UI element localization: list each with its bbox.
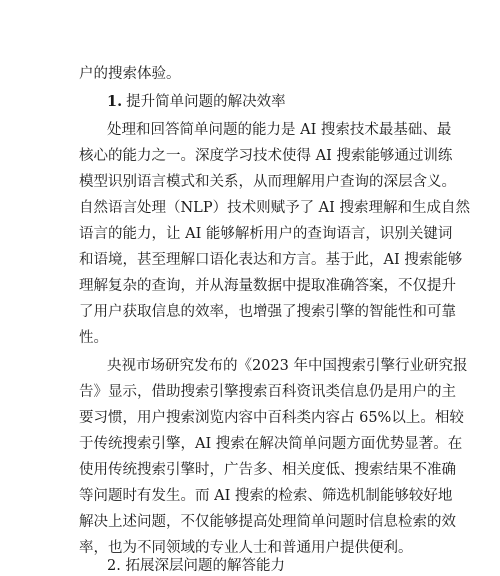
- section-heading-number: 1.: [107, 93, 123, 110]
- paragraph-2-line: 央视市场研究发布的《2023 年中国搜索引擎行业研究报: [107, 358, 468, 374]
- section-heading-title: 提升简单问题的解决效率: [126, 94, 286, 110]
- paragraph-1-line: 性。: [79, 330, 108, 346]
- paragraph-2-line: 于传统搜索引擎，AI 搜索在解决简单问题方面优势显著。在: [79, 436, 463, 452]
- paragraph-1-line: 了用户获取信息的效率，也增强了搜索引擎的智能性和可靠: [79, 304, 456, 320]
- paragraph-2-line: 等问题时有发生。而 AI 搜索的检索、筛选机制能够较好地: [79, 488, 453, 504]
- paragraph-1-line: 语言的能力，让 AI 能够解析用户的查询语言，识别关键词: [79, 226, 453, 242]
- section-heading: [107, 92, 286, 112]
- paragraph-1-line: 理解复杂的查询，并从海量数据中提取准确答案，不仅提升: [79, 278, 456, 294]
- paragraph-1-line: 自然语言处理（NLP）技术则赋予了 AI 搜索理解和生成自然: [79, 200, 470, 216]
- paragraph-2-line: 率，也为不同领域的专业人士和普通用户提供便利。: [79, 540, 413, 556]
- text-line-top: 户的搜索体验。: [79, 66, 181, 82]
- paragraph-1-line: 模型识别语言模式和关系，从而理解用户查询的深层含义。: [79, 174, 456, 190]
- paragraph-1-line: 核心的能力之一。深度学习技术使得 AI 搜索能够通过训练: [79, 148, 453, 164]
- paragraph-2-line: 要习惯，用户搜索浏览内容中百科类内容占 65%以上。相较: [79, 410, 464, 426]
- paragraph-2-line: 使用传统搜索引擎时，广告多、相关度低、搜索结果不准确: [79, 462, 456, 478]
- cut-off-line: 2. 拓展深层问题的解答能力: [107, 558, 285, 574]
- paragraph-1-line: 处理和回答简单问题的能力是 AI 搜索技术最基础、最: [107, 122, 452, 138]
- paragraph-2-line: 解决上述问题，不仅能够提高处理简单问题时信息检索的效: [79, 514, 456, 530]
- paragraph-2-line: 告》显示，借助搜索引擎搜索百科资讯类信息仍是用户的主: [79, 384, 456, 400]
- paragraph-1-line: 和语境，甚至理解口语化表达和方言。基于此，AI 搜索能够: [79, 252, 463, 268]
